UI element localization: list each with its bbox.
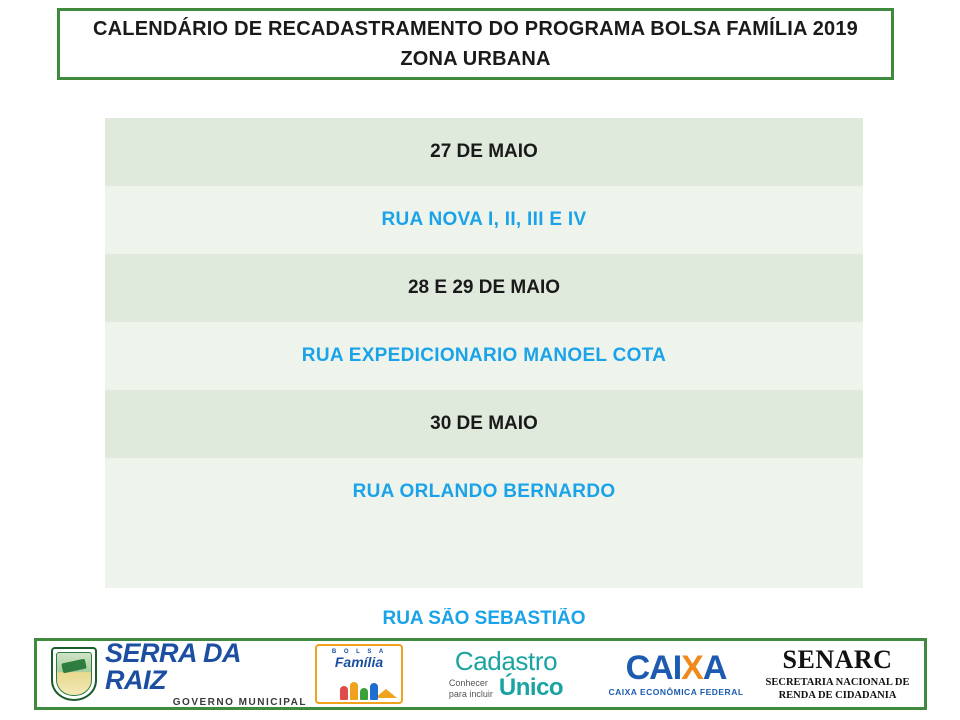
senarc-subtitle-line-1: SECRETARIA NACIONAL DE [765, 676, 910, 688]
cadastro-unico-tagline [449, 678, 493, 700]
cadastro-unico-line-2: Único [498, 674, 564, 701]
cadastro-unico-tagline-2: para incluir [448, 689, 493, 699]
table-row [105, 118, 863, 186]
bolsa-familia-logo [307, 641, 411, 707]
cadastro-unico-row [449, 676, 563, 700]
caixa-wordmark [625, 649, 727, 688]
caixa-name-part-2: A [702, 649, 727, 688]
table-row [105, 186, 863, 254]
caixa-name-part-1: CAI [625, 649, 682, 688]
caixa-name-x: X [681, 649, 703, 688]
footer-logo-bar [34, 638, 927, 710]
title-banner [57, 8, 894, 80]
municipal-crest-icon [51, 647, 97, 701]
bolsa-familia-name: Família [334, 654, 384, 670]
caixa-subtitle: CAIXA ECONÔMICA FEDERAL [608, 687, 744, 698]
bolsa-familia-badge-icon [315, 644, 403, 704]
senarc-subtitle-line-2: RENDA DE CIDADANIA [778, 689, 897, 701]
page-title-line-1: CALENDÁRIO DE RECADASTRAMENTO DO PROGRAMA BOLSA FAMÍLIA 2019 [92, 18, 858, 40]
cadastro-unico-line-1: Cadastro [454, 646, 558, 676]
schedule-table [105, 118, 863, 588]
overflow-street-text: RUA SÃO SEBASTIÃO [382, 608, 586, 629]
bolsa-familia-top-text: B O L S A [331, 649, 387, 655]
page-title-line-2: ZONA URBANA [400, 48, 551, 70]
table-row [105, 390, 863, 458]
schedule-street: RUA ORLANDO BERNARDO [352, 481, 616, 502]
table-row [105, 254, 863, 322]
serra-da-raiz-subtitle: GOVERNO MUNICIPAL [172, 697, 307, 708]
caixa-logo [601, 641, 751, 707]
schedule-date: 30 DE MAIO [430, 413, 538, 434]
family-figures-icon [317, 678, 401, 700]
table-row-empty [105, 526, 863, 588]
table-row [105, 458, 863, 526]
table-row [105, 322, 863, 390]
cadastro-unico-tagline-1: Conhecer [448, 678, 488, 688]
senarc-subtitle [766, 676, 910, 702]
schedule-date: 27 DE MAIO [430, 141, 538, 162]
serra-da-raiz-name: SERRA DA RAIZ [105, 638, 241, 695]
serra-da-raiz-wordmark [105, 640, 307, 708]
serra-da-raiz-logo [37, 638, 307, 708]
schedule-street: RUA NOVA I, II, III E IV [381, 209, 587, 230]
schedule-street: RUA EXPEDICIONARIO MANOEL COTA [301, 345, 667, 366]
senarc-logo [751, 641, 924, 707]
cadastro-unico-logo [411, 641, 601, 707]
schedule-date: 28 E 29 DE MAIO [407, 277, 561, 298]
senarc-name: SENARC [782, 644, 893, 674]
